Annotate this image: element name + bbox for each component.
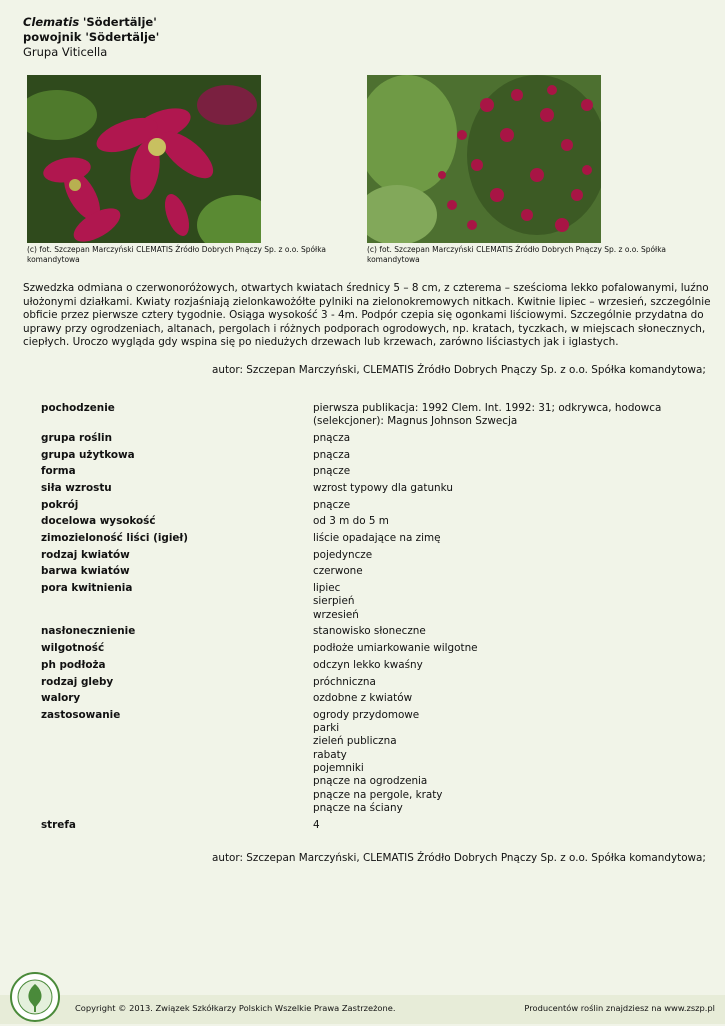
photo-caption: (c) fot. Szczepan Marczyński CLEMATIS Źródło Dobrych Pnączy Sp. z o.o. Spółka komandytowa: [367, 245, 666, 264]
attribute-label: walory: [41, 692, 81, 705]
attribute-value: od 3 m do 5 m: [313, 515, 389, 528]
attribute-values: [313, 642, 681, 655]
attribute-values: [313, 625, 681, 638]
attribute-values: [313, 582, 681, 622]
attribute-label: docelowa wysokość: [41, 515, 156, 528]
attribute-row: [41, 582, 681, 622]
attribute-value: lipiec: [313, 582, 341, 595]
attribute-value: pnącze na pergole, kraty: [313, 788, 443, 801]
attribute-value: pnącze: [313, 465, 351, 478]
attribute-row: [41, 642, 681, 655]
copyright-text: Copyright © 2013. Związek Szkółkarzy Polskich Wszelkie Prawa Zastrzeżone.: [75, 1003, 396, 1013]
attribute-values: [313, 676, 681, 689]
attribute-value: 4: [313, 818, 320, 831]
attribute-values: [313, 499, 681, 512]
attribute-value: pnącza: [313, 448, 351, 461]
attribute-label: pochodzenie: [41, 402, 115, 414]
attribute-values: [313, 819, 681, 832]
attribute-value: próchniczna: [313, 675, 376, 688]
attribute-value: pnącza: [313, 431, 351, 444]
attribute-values: [313, 549, 681, 562]
attribute-value: odczyn lekko kwaśny: [313, 658, 423, 671]
attribute-value: pnącze: [313, 498, 351, 511]
attribute-value: ogrody przydomowe: [313, 708, 420, 721]
attribute-label: zastosowanie: [41, 708, 121, 721]
attribute-value: liście opadające na zimę: [313, 532, 441, 545]
attribute-row: [41, 515, 681, 528]
author-credit: autor: Szczepan Marczyński, CLEMATIS Źródło Dobrych Pnączy Sp. z o.o. Spółka komandytowa;: [212, 364, 706, 376]
attribute-label: forma: [41, 465, 76, 478]
author-credit: autor: Szczepan Marczyński, CLEMATIS Źródło Dobrych Pnączy Sp. z o.o. Spółka komandytowa;: [212, 852, 706, 864]
latin-cultivar: 'Södertälje': [82, 15, 157, 29]
producers-link[interactable]: Producentów roślin znajdziesz na www.zszp.pl: [524, 1003, 715, 1013]
attribute-row: [41, 676, 681, 689]
attribute-value: pierwsza publikacja: 1992 Clem. Int. 1992: 31; odkrywca, hodowca (selekcjoner): Magnus Johnson Szwecja: [313, 402, 662, 428]
attribute-row: [41, 532, 681, 545]
attribute-label: ph podłoża: [41, 658, 106, 671]
attribute-values: [313, 402, 681, 429]
attribute-values: [313, 565, 681, 578]
attribute-value: pojemniki: [313, 762, 364, 775]
attribute-values: [313, 465, 681, 478]
attribute-value: czerwone: [313, 565, 363, 578]
attribute-row: [41, 432, 681, 445]
attribute-label: siła wzrostu: [41, 482, 112, 495]
attribute-row: [41, 499, 681, 512]
attributes-table: [41, 402, 681, 835]
attribute-row: [41, 659, 681, 672]
attribute-row: [41, 709, 681, 815]
attribute-value: zieleń publiczna: [313, 735, 397, 748]
attribute-values: [313, 432, 681, 445]
attribute-row: [41, 819, 681, 832]
attribute-label: strefa: [41, 818, 76, 831]
attribute-row: [41, 565, 681, 578]
attribute-row: [41, 625, 681, 638]
attribute-value: pojedyncze: [313, 548, 373, 561]
plant-description: Szwedzka odmiana o czerwonoróżowych, otwartych kwiatach średnicy 5 – 8 cm, z czterema – sześcioma lekko pofalowanymi, luźno ułożonymi działkami. Kwiaty rozjaśniają zielonkawożółte pylniki na zielonokremowych nitkach. Kwitnie lipiec – wrzesień, szczególnie obficie przez pierwsze cztery tygodnie. Osiąga wysokość 3 - 4m. Podpór czepia się ogonkami liściowymi. Szczególnie przydatna do uprawy przy ogrodzeniach, altanach, pergolach i różnych podporach ogrodowych, np. kratach, tyczkach, w miejscach słonecznych, ciepłych. Uroczo wygląda gdy wspina się po niedużych drzewach lub krzewach, zarówno liściastych jak i iglastych.: [23, 282, 711, 348]
plant-habit-photo[interactable]: [367, 75, 601, 243]
attribute-row: [41, 482, 681, 495]
attribute-label: nasłonecznienie: [41, 625, 136, 638]
attribute-row: [41, 549, 681, 562]
attribute-value: wzrost typowy dla gatunku: [313, 482, 453, 495]
attribute-value: wrzesień: [313, 608, 359, 621]
attribute-row: [41, 449, 681, 462]
attribute-label: wilgotność: [41, 642, 105, 655]
attribute-values: [313, 482, 681, 495]
attribute-values: [313, 709, 681, 815]
attribute-label: grupa roślin: [41, 431, 112, 444]
attribute-value: parki: [313, 722, 340, 735]
photo-caption: (c) fot. Szczepan Marczyński CLEMATIS Źródło Dobrych Pnączy Sp. z o.o. Spółka komandytowa: [27, 245, 326, 264]
attribute-values: [313, 515, 681, 528]
attribute-label: rodzaj gleby: [41, 675, 114, 688]
attribute-value: podłoże umiarkowanie wilgotne: [313, 642, 478, 655]
attribute-value: rabaty: [313, 748, 347, 761]
latin-genus: Clematis: [23, 15, 80, 29]
attribute-value: ozdobne z kwiatów: [313, 692, 413, 705]
attribute-label: grupa użytkowa: [41, 448, 135, 461]
zszp-logo[interactable]: [10, 972, 60, 1022]
attribute-row: [41, 402, 681, 429]
attribute-label: barwa kwiatów: [41, 565, 130, 578]
polish-name: powojnik 'Södertälje': [23, 30, 160, 44]
attribute-label: zimozieloność liści (igieł): [41, 532, 189, 545]
attribute-values: [313, 692, 681, 705]
attribute-values: [313, 532, 681, 545]
attribute-values: [313, 449, 681, 462]
plant-title: [23, 15, 159, 60]
attribute-value: pnącze na ściany: [313, 801, 403, 814]
flower-closeup-photo[interactable]: [27, 75, 261, 243]
attribute-row: [41, 465, 681, 478]
attribute-values: [313, 659, 681, 672]
attribute-label: pokrój: [41, 498, 79, 511]
attribute-value: stanowisko słoneczne: [313, 625, 426, 638]
attribute-row: [41, 692, 681, 705]
attribute-label: pora kwitnienia: [41, 582, 133, 595]
plant-group: Grupa Viticella: [23, 45, 108, 59]
attribute-label: rodzaj kwiatów: [41, 548, 130, 561]
attribute-value: pnącze na ogrodzenia: [313, 775, 428, 788]
attribute-value: sierpień: [313, 595, 355, 608]
